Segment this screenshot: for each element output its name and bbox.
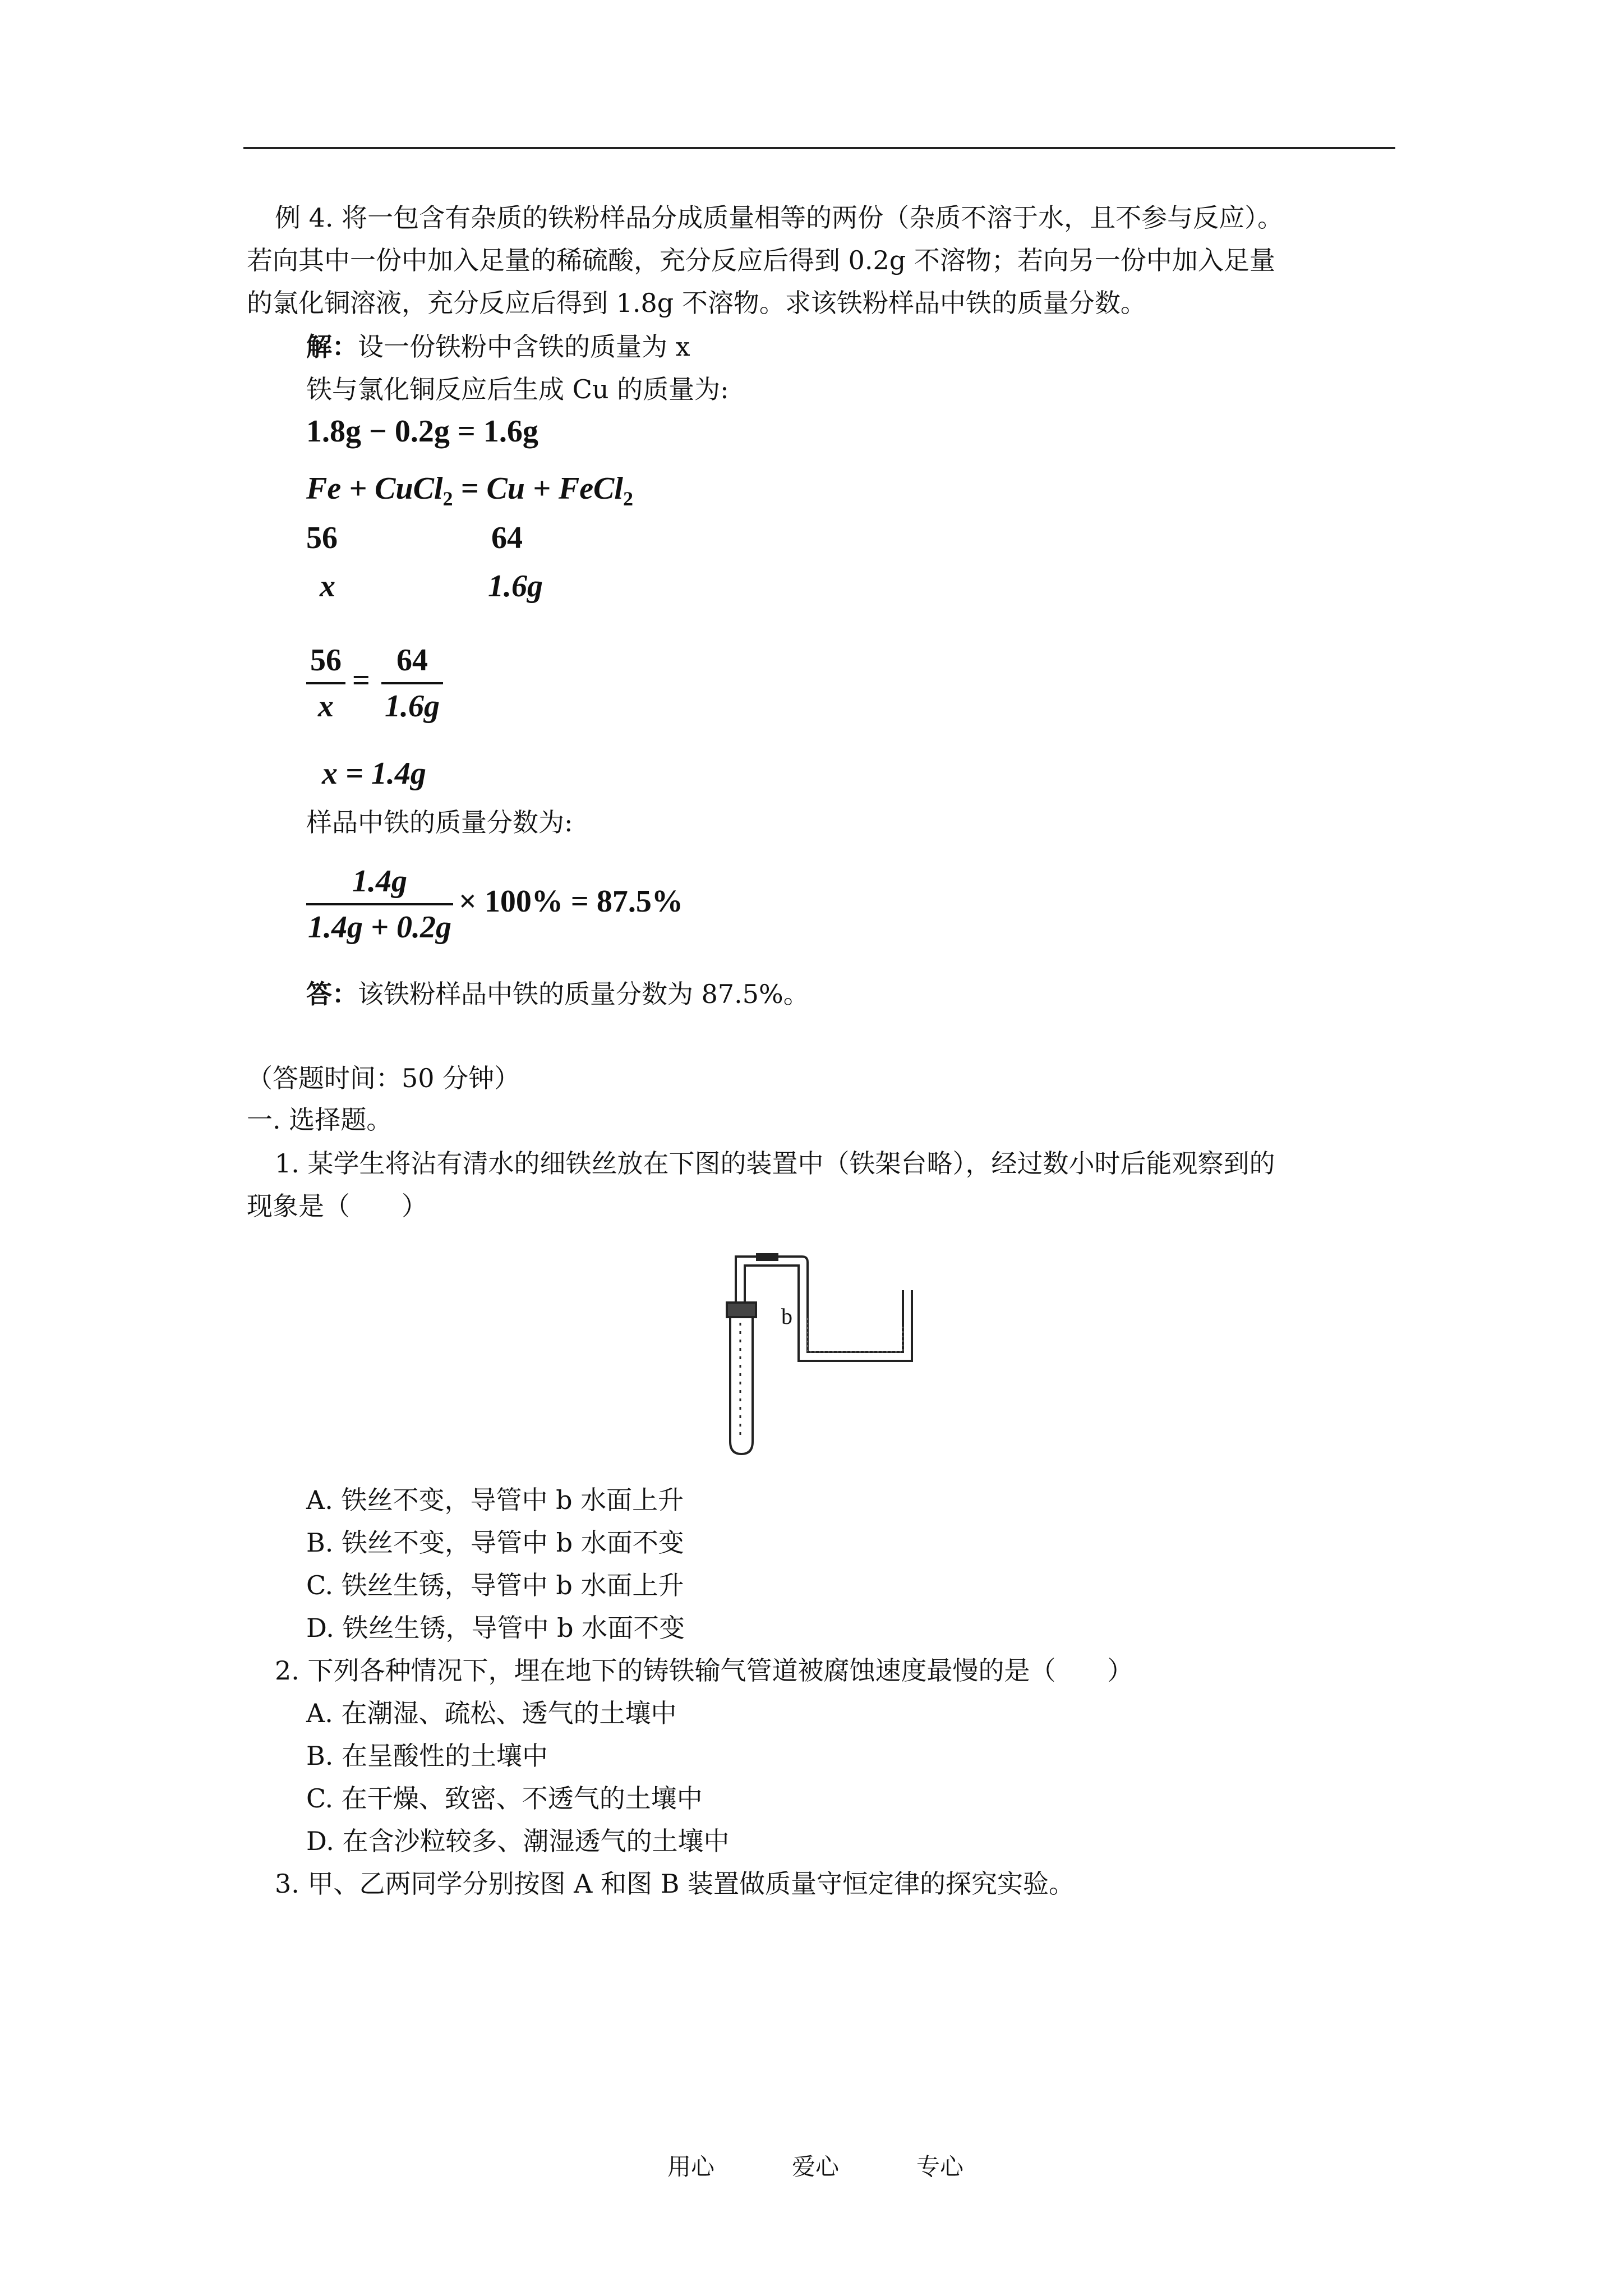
q1-option-d: D. 铁丝生锈，导管中 b 水面不变 [306, 1613, 685, 1643]
molar-mass-cu: 64 [491, 521, 523, 555]
unknown-x-text: x [320, 569, 335, 604]
tube-inner [745, 1266, 912, 1361]
fraction-bar [306, 682, 345, 684]
mass-cu-value [488, 567, 543, 606]
solution-line [306, 329, 690, 365]
stopper [727, 1303, 756, 1317]
solution-label: 解： [306, 332, 358, 362]
fraction-56-over-x [306, 641, 345, 726]
reaction-right: = Cu + FeCl [453, 471, 623, 506]
question-1-line-2: 现象是（ ） [247, 1191, 427, 1221]
reaction-equation [306, 469, 633, 518]
fraction-denominator [381, 687, 443, 726]
reaction-sub-1: 2 [442, 487, 453, 510]
mass-fraction-result: × 100% = 87.5% [459, 884, 683, 919]
water-level [808, 1318, 903, 1352]
q2-option-d: D. 在含沙粒较多、潮湿透气的土壤中 [306, 1826, 730, 1856]
fraction-den-text: 1.4g + 0.2g [308, 910, 451, 945]
footer-left: 用心 [667, 2153, 715, 2180]
answer-time: （答题时间：50 分钟） [247, 1063, 520, 1093]
fraction-numerator: 64 [396, 643, 428, 678]
example-line-3: 的氯化铜溶液，充分反应后得到 1.8g 不溶物。求该铁粉样品中铁的质量分数。 [247, 288, 1146, 318]
fraction-denominator [306, 687, 345, 726]
answer-label: 答： [306, 979, 358, 1009]
unknown-x [320, 567, 335, 606]
tube-outer [736, 1257, 903, 1352]
q2-option-c: C. 在干燥、致密、不透气的土壤中 [306, 1783, 703, 1814]
mass-fraction-text: 样品中铁的质量分数为: [306, 807, 573, 838]
equation-subtraction: 1.8g − 0.2g = 1.6g [306, 414, 538, 449]
figure-label-b: b [781, 1304, 792, 1329]
q2-option-b: B. 在呈酸性的土壤中 [306, 1741, 548, 1771]
answer-text: 该铁粉样品中铁的质量分数为 87.5%。 [358, 979, 809, 1009]
example-line-2: 若向其中一份中加入足量的稀硫酸，充分反应后得到 0.2g 不溶物；若向另一份中加入足量 [247, 245, 1275, 275]
footer-middle: 爱心 [792, 2153, 840, 2180]
q2-option-a: A. 在潮湿、疏松、透气的土壤中 [306, 1698, 677, 1728]
mass-fraction-expression [306, 862, 453, 947]
question-1-line-1: 1. 某学生将沾有清水的细铁丝放在下图的装置中（铁架台略），经过数小时后能观察到的 [275, 1148, 1275, 1179]
fraction-den-text: 1.6g [385, 689, 440, 724]
answer-line [306, 976, 809, 1012]
section-heading: 一. 选择题。 [247, 1105, 393, 1135]
fraction-bar [306, 903, 453, 905]
cu-mass-text: 铁与氯化铜反应后生成 Cu 的质量为: [306, 374, 729, 404]
question-2: 2. 下列各种情况下，埋在地下的铸铁输气管道被腐蚀速度最慢的是（ ） [275, 1655, 1133, 1686]
fraction-64-over-1-6g [381, 641, 443, 726]
q1-option-c: C. 铁丝生锈，导管中 b 水面上升 [306, 1570, 684, 1600]
fraction-numerator [306, 862, 453, 901]
x-result-text: x = 1.4g [322, 756, 426, 791]
fraction-den-text: x [318, 689, 334, 724]
footer-right: 专心 [916, 2153, 964, 2180]
q1-option-a: A. 铁丝不变，导管中 b 水面上升 [306, 1485, 684, 1515]
x-result [322, 754, 426, 793]
fraction-numerator: 56 [310, 643, 342, 678]
question-3: 3. 甲、乙两同学分别按图 A 和图 B 装置做质量守恒定律的探究实验。 [275, 1869, 1075, 1899]
q1-option-b: B. 铁丝不变，导管中 b 水面不变 [306, 1527, 684, 1558]
mass-cu-text: 1.6g [488, 569, 543, 604]
example-line-1: 例 4. 将一包含有杂质的铁粉样品分成质量相等的两份（杂质不溶于水，且不参与反应）。 [275, 203, 1284, 233]
test-tube [730, 1313, 753, 1454]
reaction-left: Fe + CuCl [306, 471, 443, 506]
fraction-denominator [306, 908, 453, 947]
header-rule [243, 147, 1395, 149]
fraction-equals: = [352, 663, 370, 698]
fraction-num-text: 1.4g [352, 864, 407, 899]
rubber-joint [757, 1254, 777, 1260]
fraction-bar [381, 682, 443, 684]
solution-text: 设一份铁粉中含铁的质量为 x [358, 332, 690, 362]
apparatus-figure [723, 1251, 925, 1464]
molar-mass-fe: 56 [306, 521, 338, 555]
reaction-sub-2: 2 [623, 487, 633, 510]
